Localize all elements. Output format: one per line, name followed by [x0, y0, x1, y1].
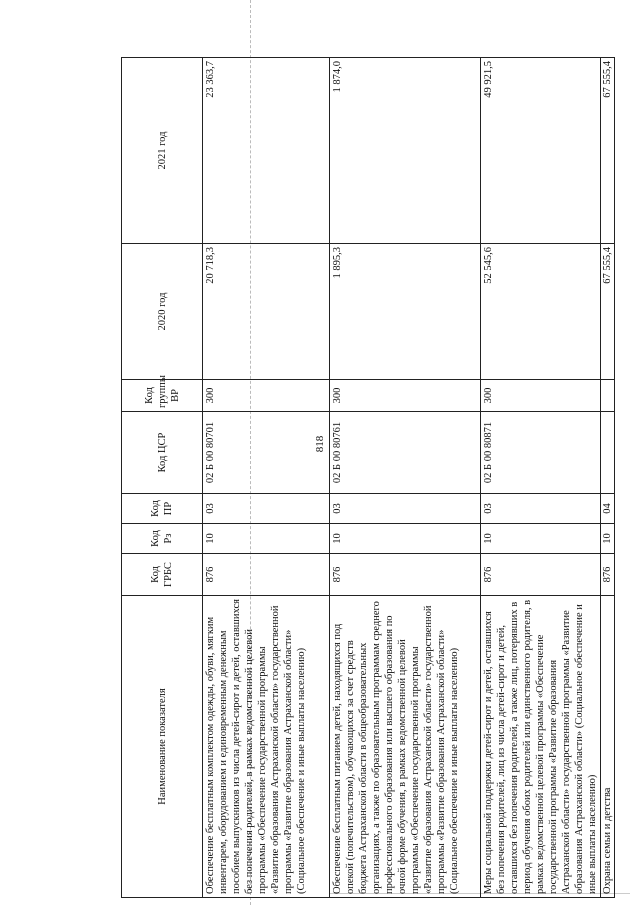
header-csr: Код ЦСР — [122, 412, 203, 494]
row-2020: 67 555,4 — [601, 244, 615, 380]
row-vr: 300 — [203, 380, 330, 412]
table-row — [481, 58, 601, 898]
table-row — [330, 58, 481, 898]
row-pr: 03 — [481, 494, 601, 524]
row-csr — [601, 412, 615, 494]
row-vr: 300 — [481, 380, 601, 412]
row-grbs: 876 — [203, 554, 330, 596]
page-number: 818 — [314, 435, 326, 453]
table-header-row — [122, 58, 203, 898]
row-pr: 03 — [203, 494, 330, 524]
row-grbs: 876 — [601, 554, 615, 596]
header-2020: 2020 год — [122, 244, 203, 380]
row-rz: 10 — [330, 524, 481, 554]
row-2020: 20 718,3 — [203, 244, 330, 380]
row-csr: 02 Б 00 80761 — [330, 412, 481, 494]
header-grbs: Код ГРБС — [122, 554, 203, 596]
header-pr: Код ПР — [122, 494, 203, 524]
row-rz: 10 — [601, 524, 615, 554]
row-2021: 67 555,4 — [601, 58, 615, 244]
row-name: Обеспечение бесплатным комплектом одежды, обуви, мягким инвентарем, оборудованием и единовременным денежным пособием выпускников из числа детей-сирот и детей, оставшихся без попечения родителей, в рамках ведомственной целевой программы «Обеспечение государственной программы «Развитие образования Астраханской области» государственной программы «Развитие образования Астраханской области» (Социальное обеспечение и иные выплаты населению) — [203, 596, 330, 898]
row-grbs: 876 — [481, 554, 601, 596]
row-2020: 1 895,3 — [330, 244, 481, 380]
row-2021: 49 921,5 — [481, 58, 601, 244]
row-pr: 04 — [601, 494, 615, 524]
row-pr: 03 — [330, 494, 481, 524]
header-2021: 2021 год — [122, 58, 203, 244]
row-csr: 02 Б 00 80701 — [203, 412, 330, 494]
table-row — [601, 58, 615, 898]
row-2021: 1 874,0 — [330, 58, 481, 244]
row-2020: 52 545,6 — [481, 244, 601, 380]
row-name: Меры социальной поддержки детей-сирот и детей, оставшихся без попечения родителей, лиц из числа детей-сирот и детей, оставшихся без попечения родителей, а также лиц, потерявших в период обучения обоих родителей или единственного родителя, в рамках ведомственной целевой программы «Обеспечение государственной программы «Развитие образования Астраханской области» государственной программы «Развитие образования Астраханской области» (Социальное обеспечение и иные выплаты населению) — [481, 596, 601, 898]
row-csr: 02 Б 00 80871 — [481, 412, 601, 494]
table-row — [203, 58, 330, 898]
header-rz: Код Рз — [122, 524, 203, 554]
row-name: Охрана семьи и детства — [601, 596, 615, 898]
budget-table — [121, 57, 615, 898]
row-grbs: 876 — [330, 554, 481, 596]
row-vr: 300 — [330, 380, 481, 412]
header-name: Наименование показателя — [122, 596, 203, 898]
row-rz: 10 — [203, 524, 330, 554]
header-vr: Код группы ВР — [122, 380, 203, 412]
row-name: Обеспечение бесплатным питанием детей, находящихся под опекой (попечительством), обучающихся за счет средств бюджета Астраханской области в общеобразовательных организациях, а также по образовательным программам среднего профессионального образования или высшего образования по очной форме обучения, в рамках ведомственной целевой программы «Обеспечение государственной программы «Развитие образования Астраханской области» государственной программы «Развитие образования Астраханской области» (Социальное обеспечение и иные выплаты населению) — [330, 596, 481, 898]
rotated-table-container — [121, 58, 613, 898]
row-2021: 23 363,7 — [203, 58, 330, 244]
row-vr — [601, 380, 615, 412]
row-rz: 10 — [481, 524, 601, 554]
